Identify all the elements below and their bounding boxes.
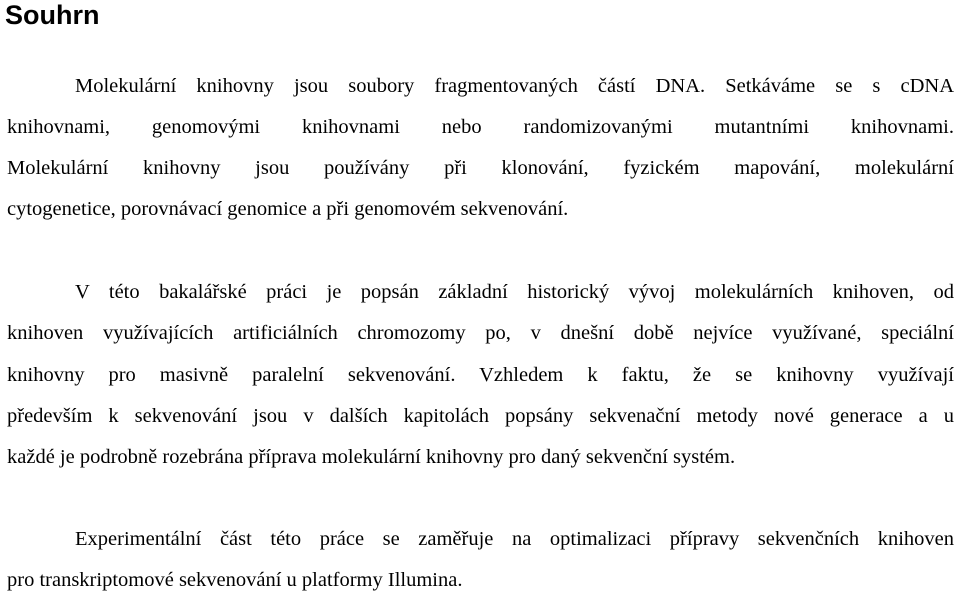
section-heading: Souhrn [5,0,100,30]
paragraph-line: knihovny pro masivně paralelní sekvenování. Vzhledem k faktu, že se knihovny využívají [7,364,954,386]
paragraph-line: knihoven využívajících artificiálních chromozomy po, v dnešní době nejvíce využívané, speciální [7,322,954,344]
paragraph-line: především k sekvenování jsou v dalších kapitolách popsány sekvenační metody nové generace a u [7,405,954,427]
paragraph-line: cytogenetice, porovnávací genomice a při genomovém sekvenování. [7,198,569,220]
paragraph-line: Molekulární knihovny jsou používány při klonování, fyzickém mapování, molekulární [7,157,954,179]
paragraph-line: Experimentální část této práce se zaměřuje na optimalizaci přípravy sekvenčních knihoven [75,528,954,550]
paragraph-line: V této bakalářské práci je popsán základní historický vývoj molekulárních knihoven, od [75,281,954,303]
paragraph-line: Molekulární knihovny jsou soubory fragmentovaných částí DNA. Setkáváme se s cDNA [75,75,954,97]
paragraph-line: každé je podrobně rozebrána příprava molekulární knihovny pro daný sekvenční systém. [7,446,736,468]
paragraph-line: pro transkriptomové sekvenování u platformy Illumina. [7,569,463,591]
paragraph-line: knihovnami, genomovými knihovnami nebo randomizovanými mutantními knihovnami. [7,116,954,138]
